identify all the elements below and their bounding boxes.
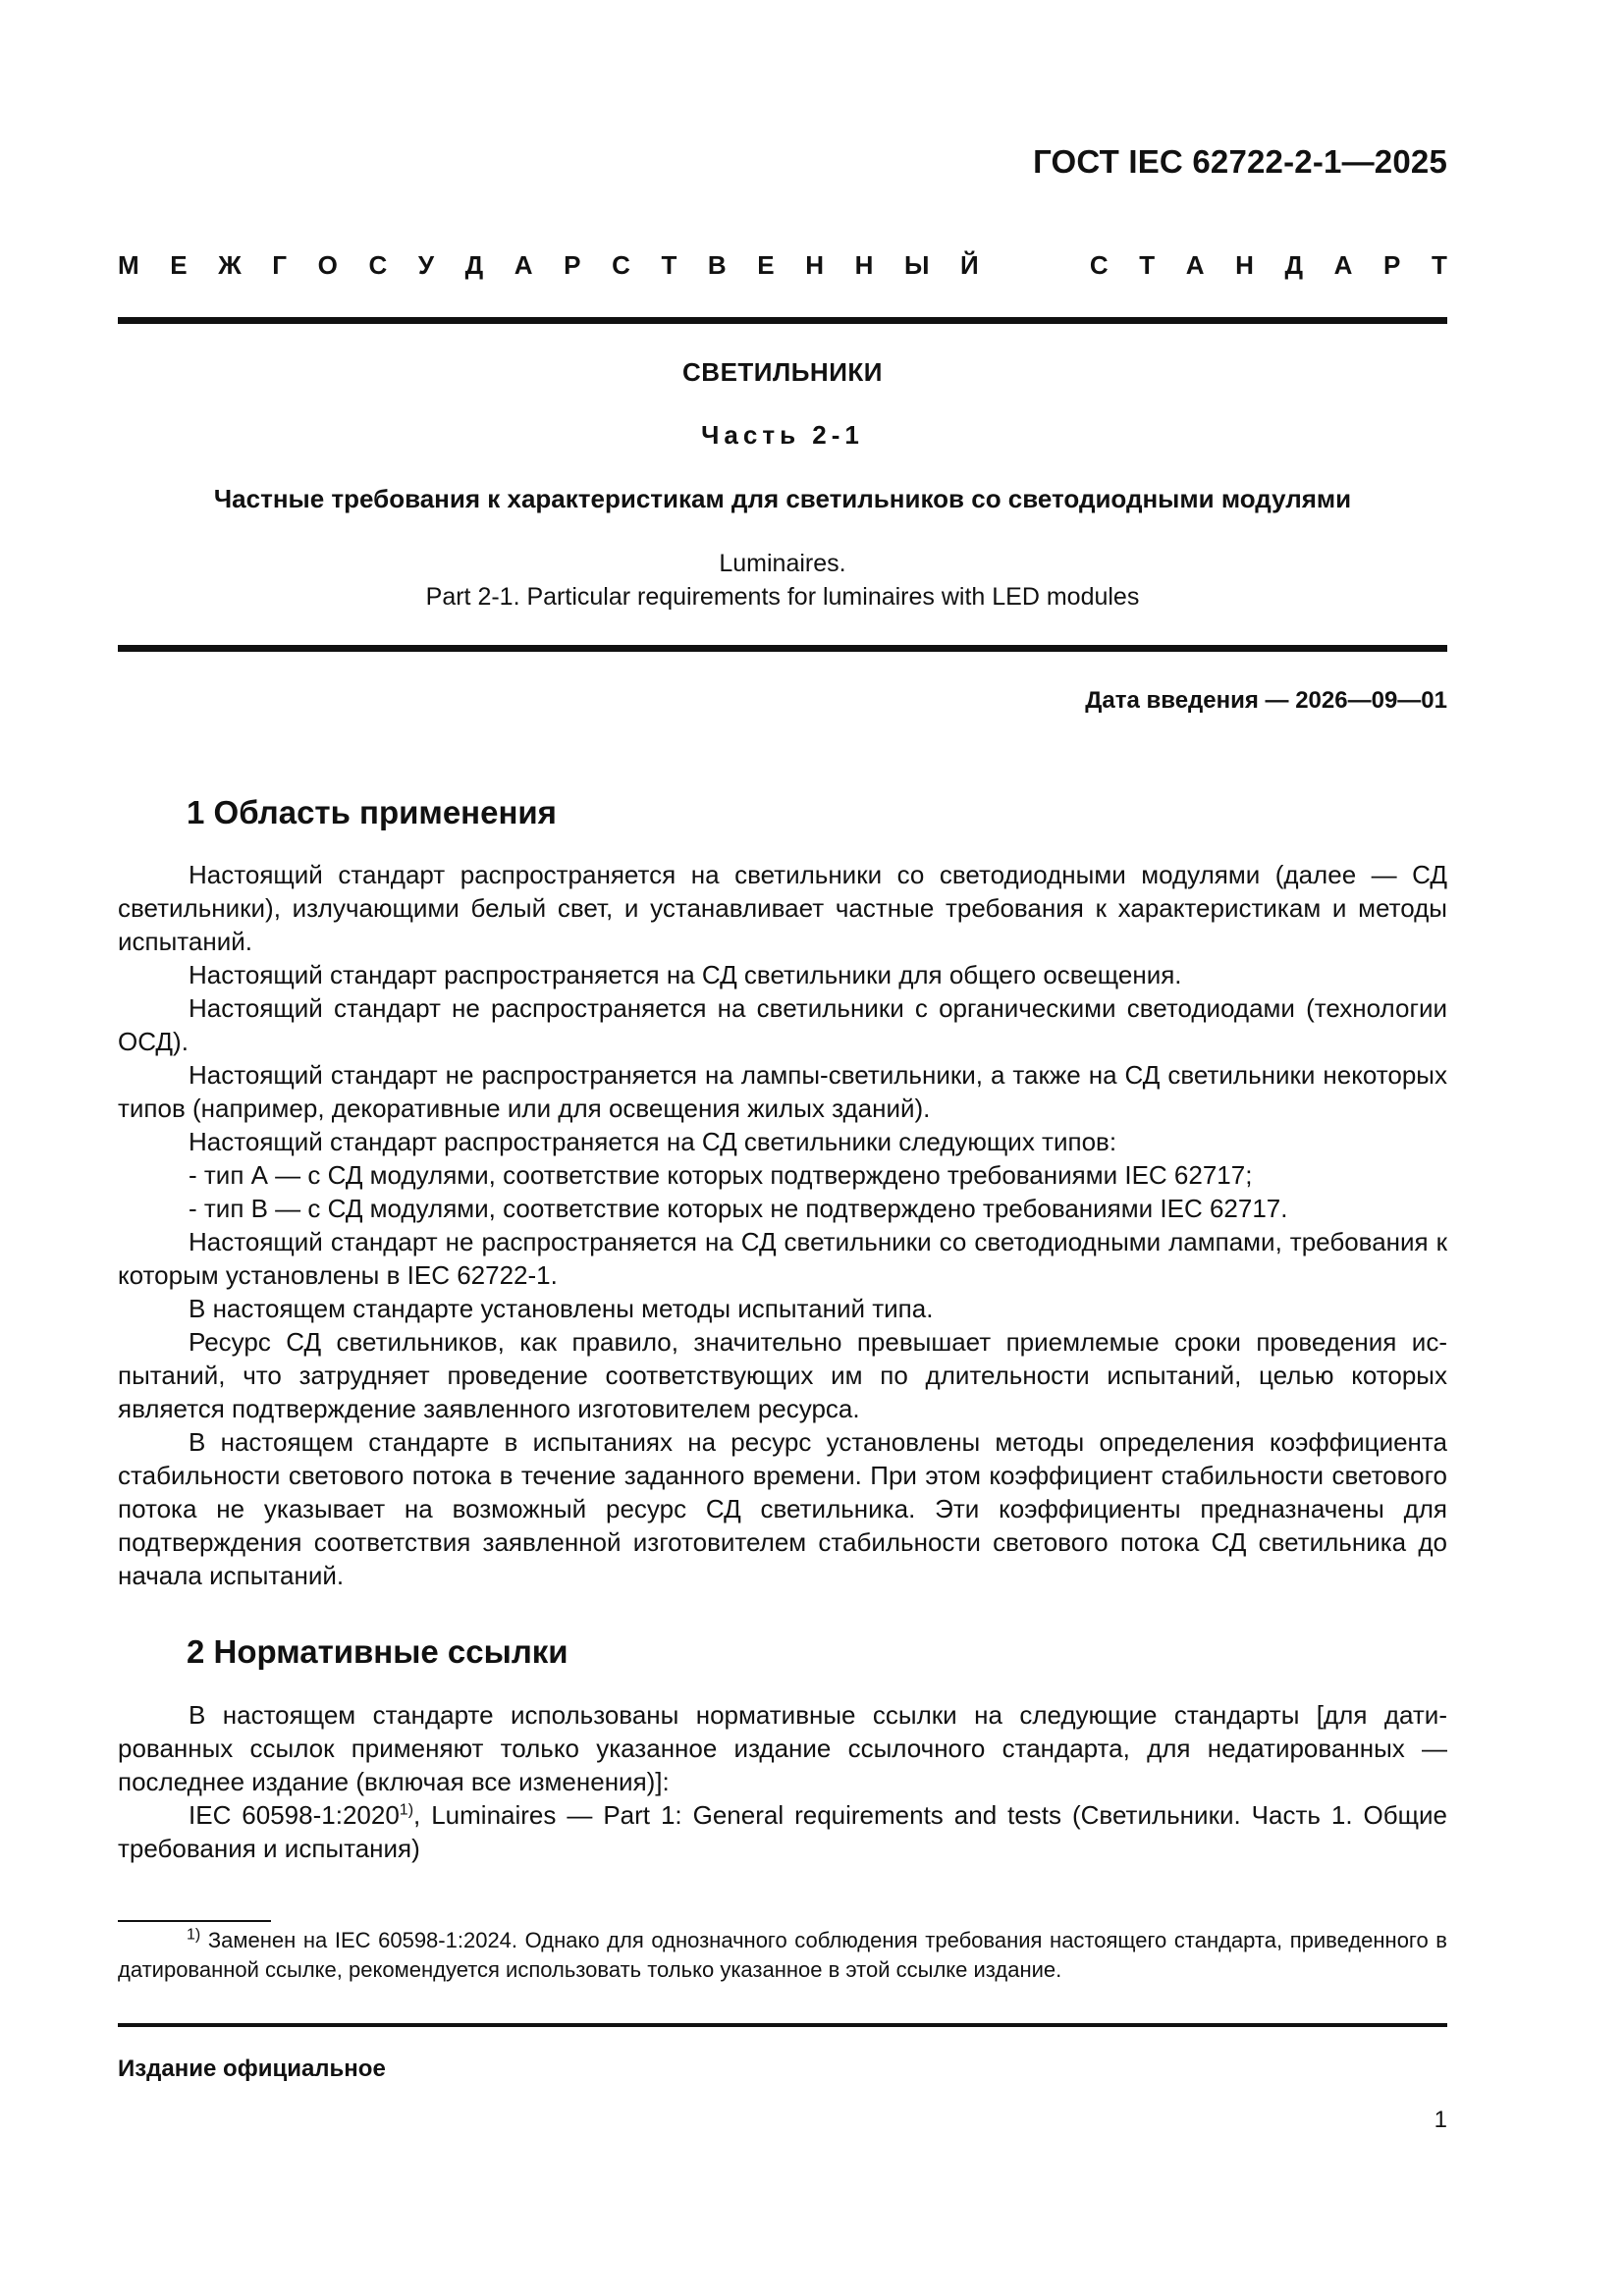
list-item: - тип В — с СД модулями, соответствие которых не подтверждено требованиями IEC 62717. [189,1194,1288,1223]
standard-type-letter: Р [1383,250,1401,280]
paragraph: Настоящий стандарт не распространяется на лампы-светильники, а также на СД светильники некоторых типов (например, декоративные или для освещения жилых зданий). [118,1060,1447,1123]
standard-type-letter: С [368,250,388,280]
standard-type-letter: М [118,250,139,280]
english-title-line1: Luminaires. [719,550,846,577]
standard-type-letter: О [317,250,338,280]
standard-type-letter: У [417,250,435,280]
list-item: - тип А — с СД модулями, соответствие которых подтверждено требованиями IEC 62717; [189,1160,1253,1190]
standard-type-letter: Т [1431,250,1447,280]
standard-type-letter: С [1089,250,1109,280]
title-divider [118,645,1447,652]
standard-type-letter: Д [464,250,484,280]
standard-type-letter: Н [854,250,874,280]
introduction-date: Дата введения — 2026—09—01 [1085,687,1447,714]
bottom-divider [118,2023,1447,2027]
footnote [118,1926,1447,1985]
footnote-marker: 1) [399,1801,414,1819]
standard-type-letter: А [1185,250,1205,280]
standard-type-letter: Т [1139,250,1156,280]
reference-text: , Luminaires — Part 1: General requirements and tests (Светильники. Часть 1. Общие требования и испытания) [118,1800,1447,1863]
document-title: СВЕТИЛЬНИКИ [682,357,883,387]
paragraph: В настоящем стандарте установлены методы испытаний типа. [189,1294,934,1323]
paragraph: Ресурс СД светильников, как правило, значительно превышает приемлемые сроки проведения испытаний, что затрудняет проведение соответствующих им по длительности испытаний, целью которых является подтверждение заявленного изготовителем ресурса. [118,1327,1447,1423]
standard-type-letter: А [514,250,533,280]
standard-type-letter: В [707,250,727,280]
standard-type-letter: С [612,250,630,280]
standard-type-letter: Н [805,250,825,280]
standard-type-letter: Е [757,250,775,280]
page-number: 1 [1434,2107,1447,2133]
paragraph: Настоящий стандарт не распространяется на светильники с органическими светодиодами (технологии ОСД). [118,993,1447,1056]
english-title [118,547,1447,614]
paragraph: Настоящий стандарт распространяется на СД светильники следующих типов: [189,1127,1117,1156]
paragraph: Настоящий стандарт распространяется на светильники со светодиодными модулями (далее — СД светильники), излучающими белый свет, и устанавливает частные требования к характеристикам и методы испытаний. [118,860,1447,956]
top-divider [118,317,1447,324]
paragraph: Настоящий стандарт распространяется на СД светильники для общего освещения. [189,960,1182,989]
standard-type-letter: Й [960,250,979,280]
standard-type-letter: Т [661,250,677,280]
paragraph: В настоящем стандарте использованы нормативные ссылки на следующие стандарты [для датированных ссылок применяют только указанное издание ссылочного стандарта, для недатированных — последнее издание (включая все изменения)]: [118,1700,1447,1796]
standard-type-letter: Р [564,250,581,280]
reference-code: IEC 60598-1:2020 [189,1800,400,1830]
document-number: ГОСТ IEC 62722-2-1—2025 [1033,143,1447,180]
document-part: Часть 2-1 [701,420,864,450]
footnote-mark: 1) [187,1926,201,1944]
footnote-separator [118,1920,271,1922]
standard-type-letter: Н [1235,250,1254,280]
section-1-heading: 1 Область применения [187,794,557,830]
section-2-body [118,1698,1447,1865]
footnote-text: Заменен на IEC 60598-1:2024. Однако для однозначного соблюдения требования настоящего стандарта, приведенного в датированной ссылке, рекомендуется использовать только указанное в этой ссылке издание. [118,1928,1447,1982]
standard-type-letter: Е [170,250,188,280]
standard-type-letter: Ж [218,250,242,280]
standard-type-letter: Д [1284,250,1304,280]
section-1-body [118,858,1447,1592]
standard-type-letter: А [1333,250,1353,280]
normative-reference [118,1798,1447,1865]
section-2-heading: 2 Нормативные ссылки [187,1633,568,1670]
standard-type-letter: Ы [903,250,930,280]
edition-label: Издание официальное [118,2056,386,2082]
word-gap [1009,250,1058,281]
paragraph: Настоящий стандарт не распространяется на СД светильники со светодиодными лампами, требования к которым установлены в IEC 62722-1. [118,1227,1447,1290]
standard-type-letter: Г [272,250,288,280]
english-title-line2: Part 2-1. Particular requirements for luminaires with LED modules [425,583,1140,611]
standard-type-heading [118,250,1447,281]
paragraph: В настоящем стандарте в испытаниях на ресурс установлены методы определения коэффициента стабильности светового потока в течение заданного времени. При этом коэффициент стабильности светового потока не указывает на возможный ресурс СД светильника. Эти коэффициенты предназначены для подтверждения соответствия заявленной изготовителем стабильности светового потока СД светильника до начала испытаний. [118,1427,1447,1590]
document-subtitle: Частные требования к характеристикам для светильников со светодиодными модулями [213,484,1352,513]
